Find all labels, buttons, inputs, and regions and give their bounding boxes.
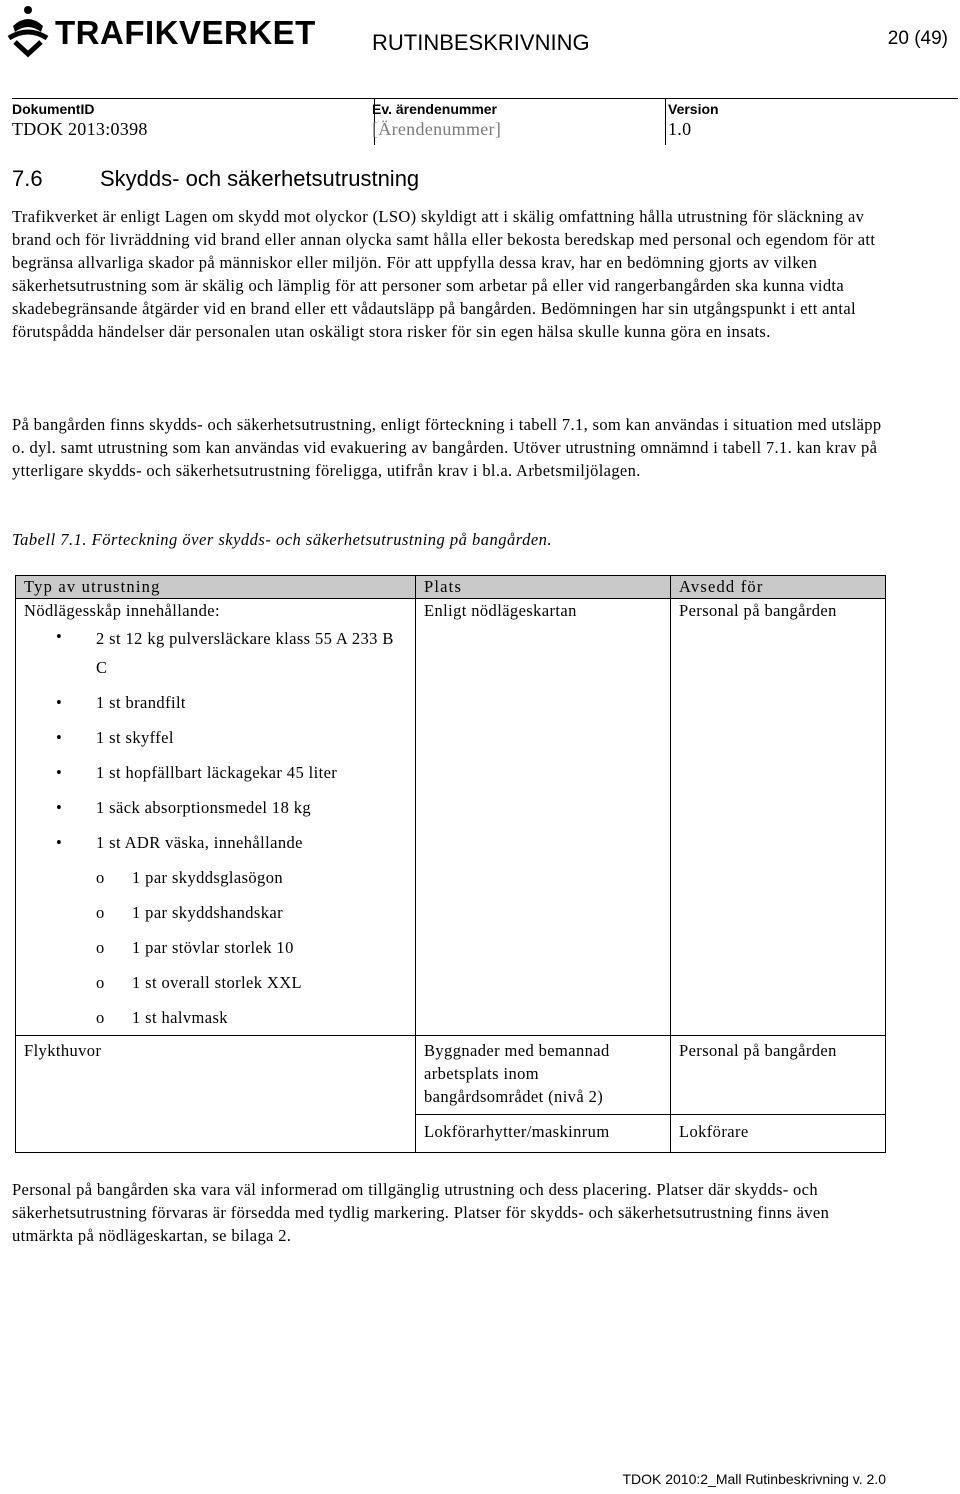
place-cell: Lokförarhytter/maskinrum bbox=[416, 1115, 671, 1153]
list-item: • 1 st brandfilt bbox=[24, 685, 407, 720]
list-item: • 1 säck absorptionsmedel 18 kg bbox=[24, 790, 407, 825]
sub-list-item: o 1 st overall storlek XXL bbox=[24, 965, 407, 1000]
trafikverket-logo bbox=[5, 4, 316, 60]
intended-cell: Lokförare bbox=[671, 1115, 886, 1153]
equipment-type-cell: Flykthuvor bbox=[16, 1036, 416, 1153]
doc-id-value: TDOK 2013:0398 bbox=[12, 119, 148, 139]
meta-version bbox=[668, 99, 719, 140]
equipment-intro: Nödlägesskåp innehållande: bbox=[24, 601, 220, 620]
table-header-row bbox=[16, 576, 886, 599]
section-heading bbox=[12, 166, 419, 192]
intended-cell: Personal på bangården bbox=[671, 1036, 886, 1115]
equipment-type-cell bbox=[16, 599, 416, 1036]
version-label: Version bbox=[668, 101, 719, 117]
column-header: Avsedd för bbox=[671, 576, 886, 599]
logo-wordmark: TRAFIKVERKET bbox=[55, 13, 316, 51]
sub-list-item: o 1 par skyddshandskar bbox=[24, 895, 407, 930]
meta-case bbox=[372, 99, 501, 140]
list-item: • 2 st 12 kg pulversläckare klass 55 A 233 B C bbox=[24, 622, 407, 685]
doc-id-label: DokumentID bbox=[12, 101, 95, 117]
place-cell: Enligt nödlägeskartan bbox=[416, 599, 671, 1036]
list-item: • 1 st ADR väska, innehållande bbox=[24, 825, 407, 860]
meta-divider bbox=[665, 99, 666, 145]
document-meta bbox=[12, 98, 958, 139]
case-label: Ev. ärendenummer bbox=[372, 101, 498, 117]
intended-cell: Personal på bangården bbox=[671, 599, 886, 1036]
case-value: [Ärendenummer] bbox=[372, 119, 502, 139]
column-header: Plats bbox=[416, 576, 671, 599]
document-type: RUTINBESKRIVNING bbox=[372, 30, 590, 55]
sub-list-item: o 1 par stövlar storlek 10 bbox=[24, 930, 407, 965]
template-footer: TDOK 2010:2_Mall Rutinbeskrivning v. 2.0 bbox=[622, 1471, 886, 1487]
sub-list-item: o 1 par skyddsglasögon bbox=[24, 860, 407, 895]
sub-list-item: o 1 st halvmask bbox=[24, 1000, 407, 1035]
section-number: 7.6 bbox=[12, 166, 43, 191]
version-value: 1.0 bbox=[668, 119, 692, 139]
section-title: Skydds- och säkerhetsutrustning bbox=[100, 166, 420, 191]
list-item: • 1 st hopfällbart läckagekar 45 liter bbox=[24, 755, 407, 790]
adr-bag-contents bbox=[24, 860, 407, 1035]
place-cell: Byggnader med bemannad arbetsplats inom bangårdsområdet (nivå 2) bbox=[416, 1036, 671, 1115]
table-caption: Tabell 7.1. Förteckning över skydds- och säkerhetsutrustning på bangården. bbox=[12, 530, 553, 549]
list-item: • 1 st skyffel bbox=[24, 720, 407, 755]
crown-emblem-icon bbox=[5, 4, 51, 60]
closing-paragraph: Personal på bangården ska vara väl informerad om tillgänglig utrustning och dess placering. Platser där skydds- och säkerhetsutrustning förvaras är försedda med tydlig markering. Platser för skydds- och säkerhetsutrustning finns även utmärkta på nödlägeskartan, se bilaga 2. bbox=[12, 1180, 830, 1245]
table-row bbox=[16, 1036, 886, 1115]
column-header: Typ av utrustning bbox=[16, 576, 416, 599]
body-paragraph: På bangården finns skydds- och säkerhetsutrustning, enligt förteckning i tabell 7.1, som kan användas i situation med utsläpp o. dyl. samt utrustning som kan användas vid evakuering av bangården. Utöver utrustning omnämnd i tabell 7.1. kan krav på ytterligare skydds- och säkerhetsutrustning föreligga, utifrån krav i bl.a. Arbetsmiljölagen. bbox=[12, 415, 882, 480]
body-paragraph: Trafikverket är enligt Lagen om skydd mot olyckor (LSO) skyldigt att i skälig omfattning hålla utrustning för släckning av brand och för livräddning vid brand eller annan olycka samt hålla eller bekosta beredskap med personal och egendom för att begränsa allvarliga skador på människor eller miljön. För att uppfylla dessa krav, har en bedömning gjorts av vilken säkerhetsutrustning som är skälig och lämplig för att personer som arbetar på eller vid rangerbangården ska kunna vidta skadebegränsande åtgärder vid en brand eller ett vådautsläpp på bangården. Bedömningen har sin utgångspunkt i ett antal förutspådda händelser där personalen utan oskäligt stora risker för sin egen hälsa skulle kunna göra en insats. bbox=[12, 207, 876, 341]
table-row bbox=[16, 599, 886, 1036]
equipment-table bbox=[15, 575, 886, 1153]
page-number: 20 (49) bbox=[887, 28, 948, 49]
equipment-list bbox=[24, 622, 407, 860]
meta-doc-id bbox=[12, 99, 148, 140]
